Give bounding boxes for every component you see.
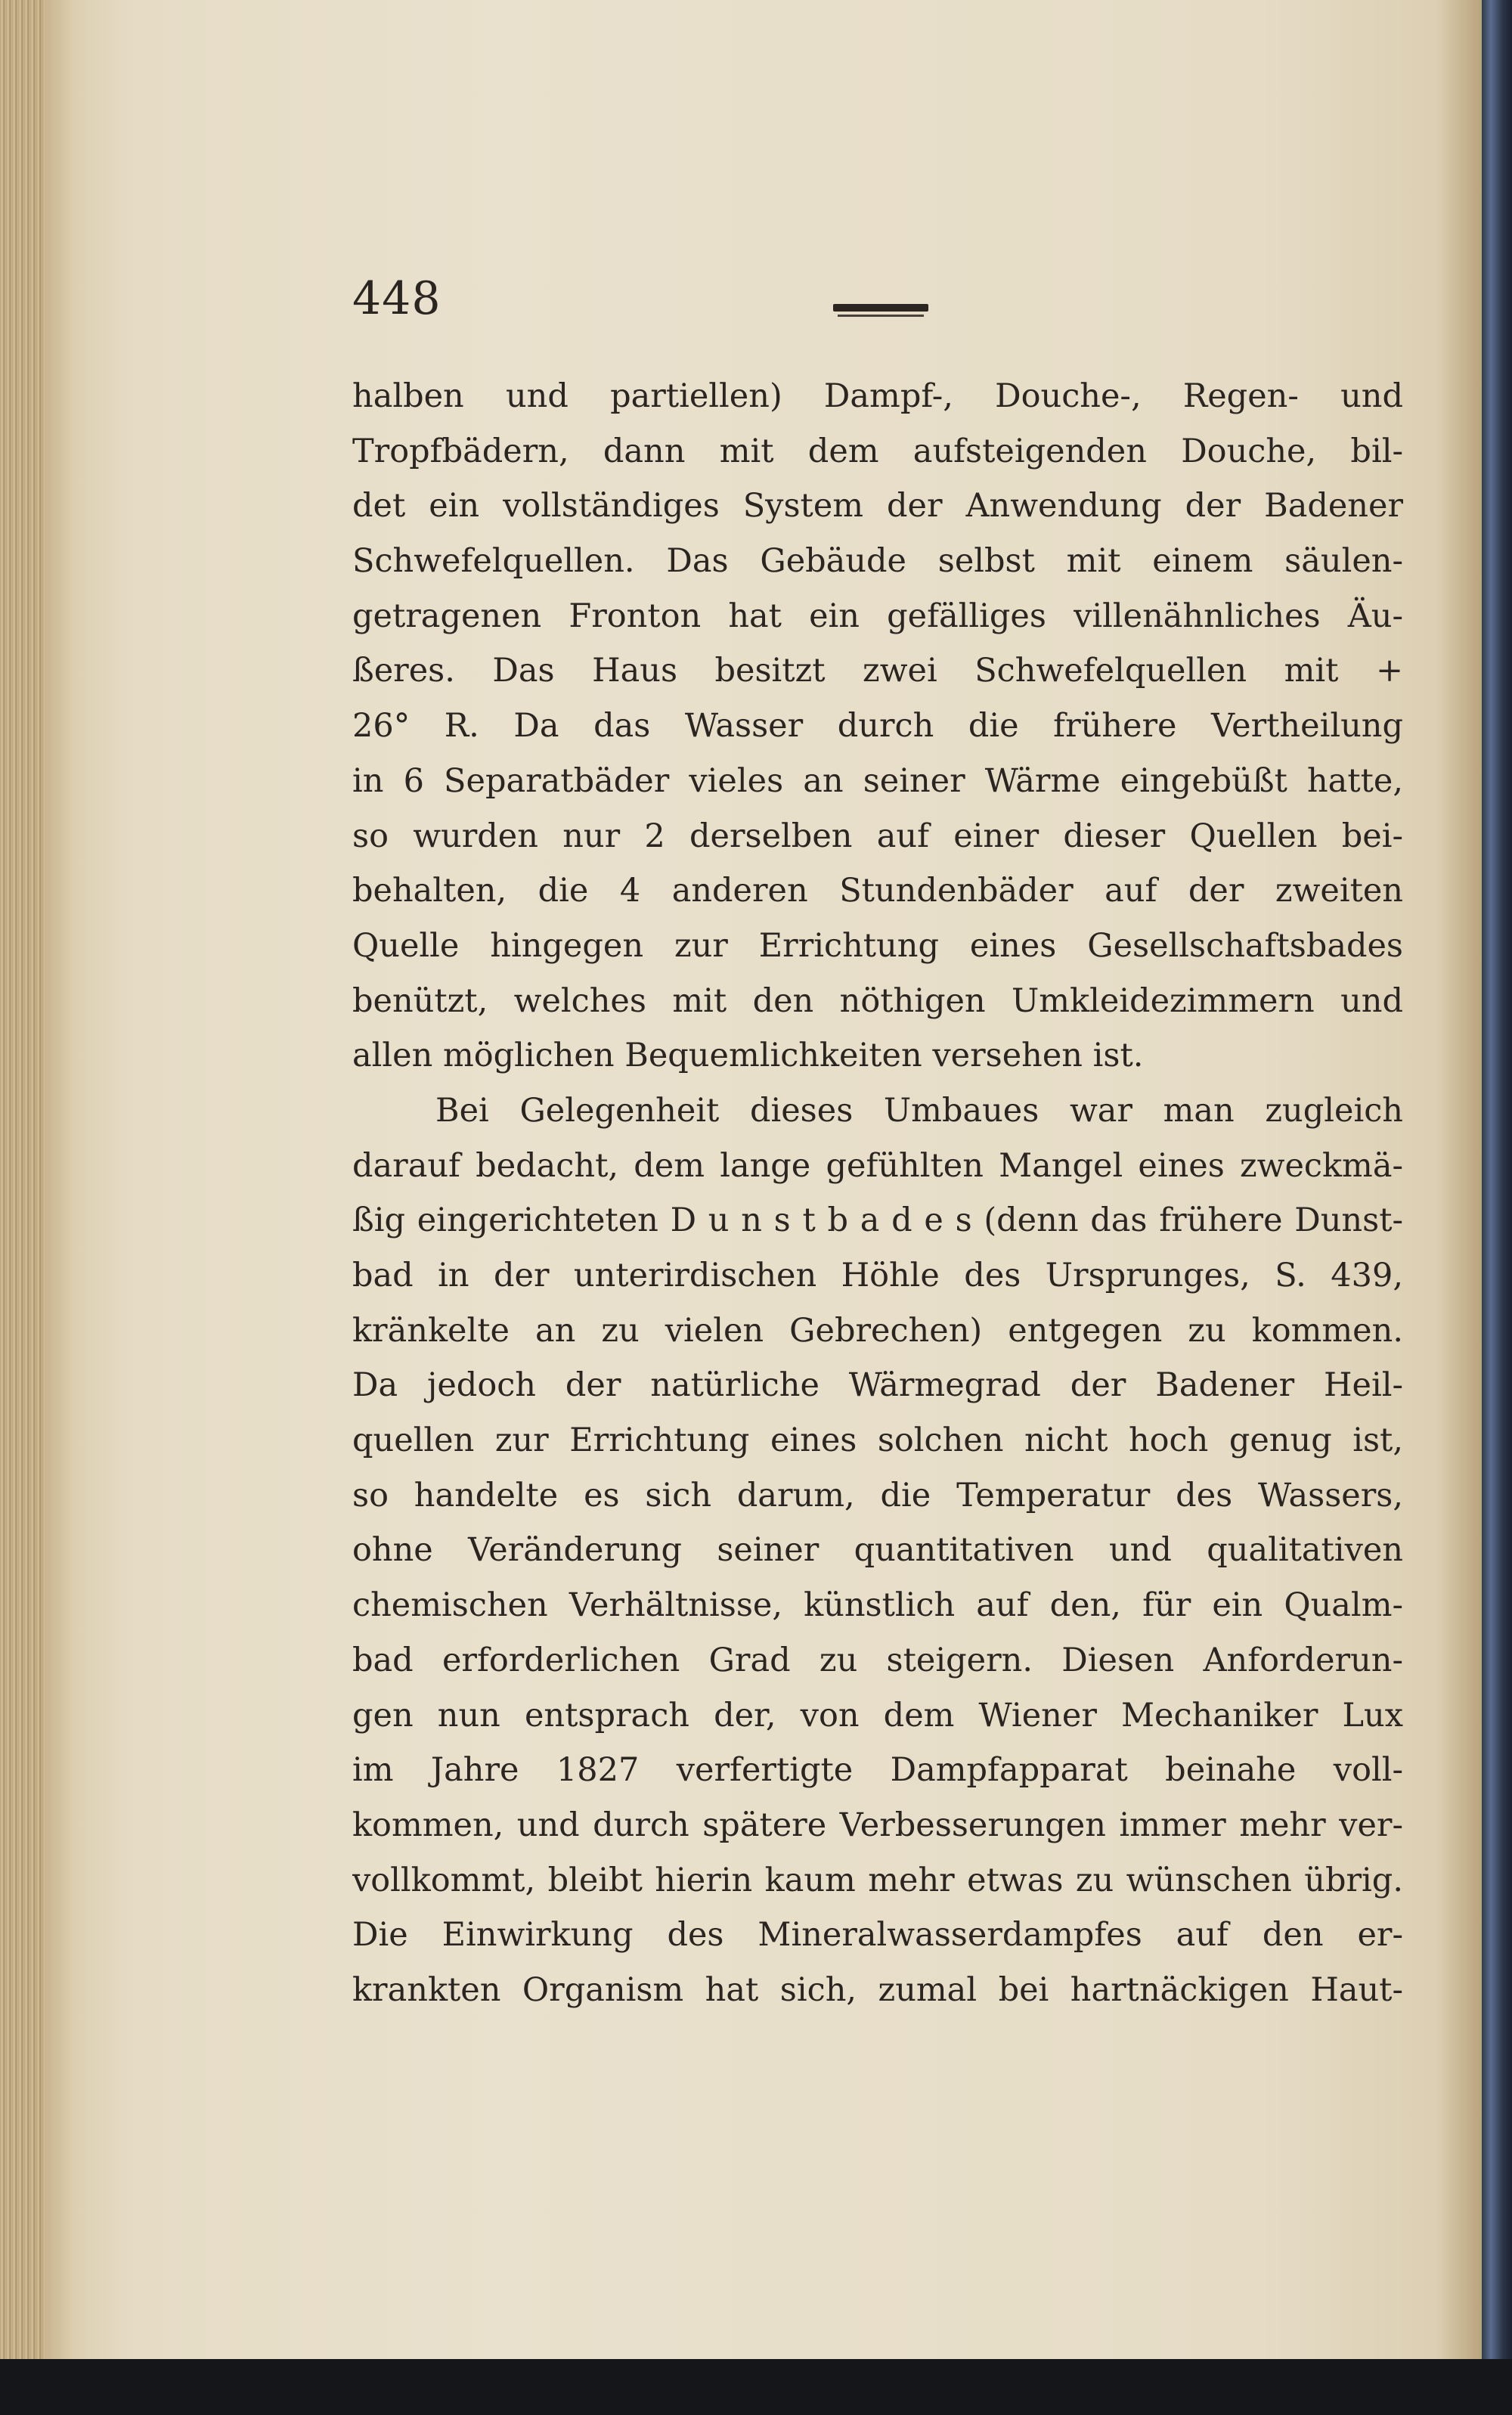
text-line: darauf bedacht, dem lange gefühlten Mangel eines zweckmä- (352, 1146, 1403, 1185)
text-line: halben und partiellen) Dampf-, Douche-, Regen- und (352, 377, 1403, 415)
text-line: det ein vollständiges System der Anwendung der Badener (352, 487, 1403, 525)
text-line: im Jahre 1827 verfertigte Dampfapparat beinahe voll- (352, 1751, 1403, 1790)
text-line: Die Einwirkung des Mineralwasserdampfes auf den er- (352, 1916, 1403, 1955)
text-line: bad in der unterirdischen Höhle des Ursprunges, S. 439, (352, 1257, 1403, 1294)
text-line: in 6 Separatbäder vieles an seiner Wärme eingebüßt hatte, (352, 761, 1403, 800)
body-text (352, 369, 1403, 2018)
text-line: kränkelte an zu vielen Gebrechen) entgegen zu kommen. (352, 1311, 1403, 1350)
header-rule (833, 304, 928, 312)
text-line: benützt, welches mit den nöthigen Umkleidezimmern und (352, 981, 1403, 1020)
scan-background (0, 2359, 1512, 2415)
text-line: bad erforderlichen Grad zu steigern. Diesen Anforderun- (352, 1641, 1403, 1679)
page-header (352, 272, 1403, 340)
text-line: quellen zur Errichtung eines solchen nicht hoch genug ist, (352, 1421, 1403, 1460)
text-line: Da jedoch der natürliche Wärmegrad der Badener Heil- (352, 1366, 1403, 1405)
paragraph-start-line: Bei Gelegenheit dieses Umbaues war man zugleich (435, 1091, 1403, 1130)
page-number: 448 (352, 272, 442, 325)
text-line: Tropfbädern, dann mit dem aufsteigenden Douche, bil- (352, 432, 1403, 470)
text-line: so handelte es sich darum, die Temperatur des Wassers, (352, 1476, 1403, 1514)
page-edges (0, 0, 47, 2359)
book-binding (1482, 0, 1512, 2359)
text-line: Schwefelquellen. Das Gebäude selbst mit einem säulen- (352, 542, 1403, 581)
text-line: chemischen Verhältnisse, künstlich auf den, für ein Qualm- (352, 1586, 1403, 1625)
text-line: getragenen Fronton hat ein gefälliges villenähnliches Äu- (352, 597, 1403, 635)
text-line: ßeres. Das Haus besitzt zwei Schwefelquellen mit + (352, 652, 1403, 690)
paragraph-end-line: allen möglichen Bequemlichkeiten versehen ist. (352, 1037, 1144, 1075)
text-line: behalten, die 4 anderen Stundenbäder auf der zweiten (352, 872, 1403, 910)
text-line: gen nun entsprach der, von dem Wiener Mechaniker Lux (352, 1696, 1403, 1735)
text-line: krankten Organism hat sich, zumal bei hartnäckigen Haut- (352, 1970, 1403, 2009)
text-line: vollkommt, bleibt hierin kaum mehr etwas zu wünschen übrig. (352, 1861, 1403, 1899)
text-line: Quelle hingegen zur Errichtung eines Gesellschaftsbades (352, 926, 1403, 965)
text-line: ohne Veränderung seiner quantitativen und qualitativen (352, 1531, 1403, 1570)
text-line: ßig eingerichteten D u n s t b a d e s (denn das frühere Dunst- (352, 1201, 1403, 1240)
text-line: 26° R. Da das Wasser durch die frühere Vertheilung (352, 707, 1403, 746)
text-line: kommen, und durch spätere Verbesserungen immer mehr ver- (352, 1806, 1403, 1844)
text-line: so wurden nur 2 derselben auf einer dieser Quellen bei- (352, 817, 1403, 855)
